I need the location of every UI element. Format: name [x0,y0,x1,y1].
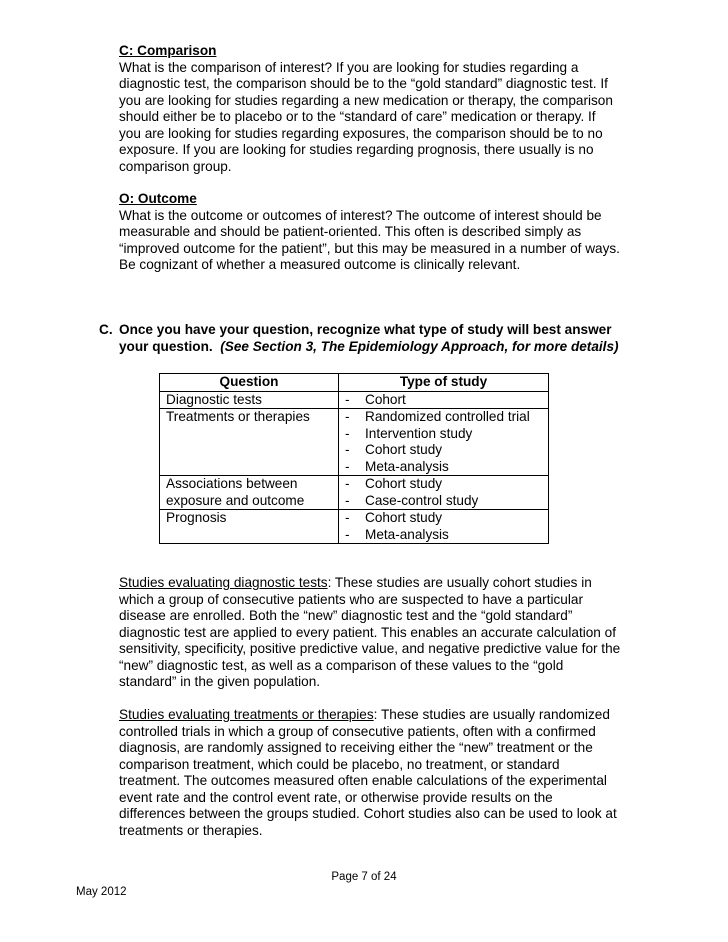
table-header-row [160,374,549,392]
comparison-line: should either be to placebo or to the “standard of care” medication or therapy. If [119,109,596,124]
comparison-line: diagnostic test, the comparison should be to the “gold standard” diagnostic test. If [119,76,608,91]
treatments-line: treatments or therapies. [119,822,263,838]
type-text: Cohort [365,391,406,407]
outcome-section [119,191,659,274]
table-cell-question [160,391,339,409]
table-row [160,409,549,476]
study-type-table [159,373,549,544]
diagnostic-line: disease are enrolled. Both the “new” diagnostic test and the “gold standard” [119,608,573,623]
outcome-line: measurable and should be patient-oriented. This often is described simply as [119,224,582,239]
type-item [345,409,548,426]
comparison-line: exposure. If you are looking for studies regarding prognosis, there usually is no [119,142,594,157]
table-cell-types [339,409,549,476]
type-item [345,426,548,443]
comparison-line: comparison group. [119,158,232,174]
page-number: Page 7 of 24 [331,871,397,883]
dash-marker: - [345,391,350,407]
treatments-first-line [119,707,659,724]
diagnostic-first-rest: : These studies are usually cohort studies in [327,575,592,590]
treatments-line: treatment. The outcomes measured often enable calculations of the experimental [119,773,607,788]
table-cell-question [160,409,339,476]
diagnostic-line: “new” diagnostic test, as well as a comparison of these values to the “gold [119,657,564,673]
comparison-section [119,43,659,175]
outcome-line: “improved outcome for the patient”, but this may be measured in a number of ways. [119,240,620,256]
type-item [345,392,548,409]
comparison-line: What is the comparison of interest? If you are looking for studies regarding a [119,59,579,75]
type-text: Randomized controlled trial [365,409,530,424]
table-header-question: Question [160,374,339,392]
treatments-line: comparison treatment, which could be placebo, no treatment, or standard [119,756,560,772]
question-text: Prognosis [166,510,227,525]
outcome-heading: O: Outcome [119,191,197,206]
diagnostic-line: standard” in the given population. [119,674,321,689]
treatments-lead: Studies evaluating treatments or therapies [119,707,374,722]
section-c-line2-plain: your question. [119,338,213,354]
type-text: Intervention study [365,425,473,441]
treatments-line: differences between the groups studied. Cohort studies also can be used to look at [119,806,617,821]
type-item [345,493,548,510]
dash-marker: - [345,442,350,457]
question-text: Diagnostic tests [166,391,262,407]
table-row [160,391,549,409]
table-cell-question [160,476,339,510]
question-text: Associations between [166,476,298,491]
section-c-line2 [119,339,679,356]
section-c-line2-italic: (See Section 3, The Epidemiology Approach, for more details) [220,338,619,354]
diagnostic-paragraph [119,575,659,691]
type-text: Meta-analysis [365,526,449,542]
treatments-line: diagnosis, are randomly assigned to receiving either the “new” treatment or the [119,740,593,755]
dash-marker: - [345,409,350,424]
dash-marker: - [345,526,350,542]
dash-marker: - [345,510,350,525]
diagnostic-lead: Studies evaluating diagnostic tests [119,575,328,590]
treatments-paragraph [119,707,659,839]
type-item [345,459,548,476]
table-row [160,476,549,510]
table-cell-types [339,391,549,409]
dash-marker: - [345,476,350,491]
diagnostic-line: which a group of consecutive patients who are suspected to have a particular [119,591,583,607]
section-c-letter: C. [99,322,113,337]
type-text: Case-control study [365,492,479,508]
treatments-line: event rate and the control event rate, or otherwise provide results on the [119,789,553,805]
diagnostic-line: sensitivity, specificity, positive predictive value, and negative predictive value for the [119,641,621,656]
comparison-line: you are looking for studies regarding a new medication or therapy, the comparison [119,92,613,108]
type-text: Cohort study [365,476,443,491]
dash-marker: - [345,458,350,474]
type-item [345,476,548,493]
treatments-line: controlled trials in which a group of consecutive patients, often with a confirmed [119,723,596,739]
type-text: Cohort study [365,510,443,525]
question-text: Treatments or therapies [166,409,310,424]
diagnostic-line: diagnostic test are applied to every patient. This enables an accurate calculation of [119,624,616,640]
outcome-line: Be cognizant of whether a measured outcome is clinically relevant. [119,257,521,272]
question-text: exposure and outcome [166,492,305,508]
diagnostic-first-line [119,575,659,592]
table-cell-types [339,476,549,510]
footer-date: May 2012 [76,886,127,898]
dash-marker: - [345,492,350,508]
table-row [160,510,549,544]
type-item [345,510,548,527]
table-cell-types [339,510,549,544]
type-item [345,442,548,459]
treatments-first-rest: : These studies are usually randomized [373,707,610,722]
comparison-heading: C: Comparison [119,43,217,58]
outcome-line: What is the outcome or outcomes of interest? The outcome of interest should be [119,207,602,223]
table-cell-question [160,510,339,544]
dash-marker: - [345,425,350,441]
type-text: Cohort study [365,442,443,457]
comparison-line: you are looking for studies regarding exposures, the comparison should be to no [119,125,603,141]
section-c-line1: Once you have your question, recognize what type of study will best answer [119,322,612,337]
type-item [345,527,548,544]
type-text: Meta-analysis [365,458,449,474]
table-header-type: Type of study [339,374,549,392]
